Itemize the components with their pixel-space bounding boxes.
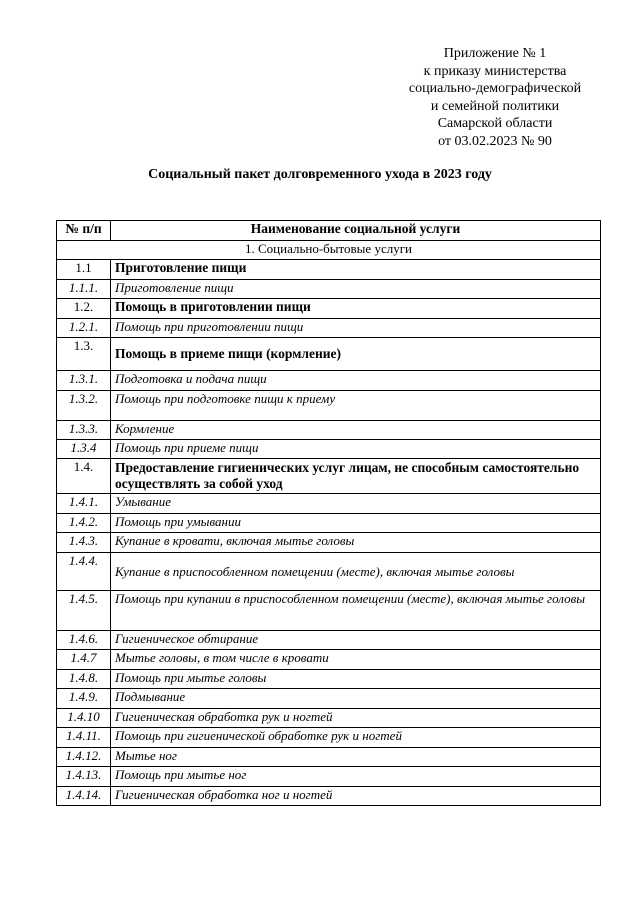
row-name: Помощь при мытье ног (111, 767, 601, 787)
section-row (57, 241, 601, 260)
row-name: Мытье ног (111, 748, 601, 767)
table-row (57, 459, 601, 494)
row-name: Гигиеническая обработка ног и ногтей (111, 787, 601, 806)
table-row (57, 391, 601, 421)
row-number: 1.4.3. (57, 533, 111, 553)
table-row (57, 748, 601, 767)
table-row (57, 689, 601, 709)
row-number: 1.4.6. (57, 631, 111, 650)
row-name: Подмывание (111, 689, 601, 709)
column-header-name: Наименование социальной услуги (111, 221, 601, 241)
table-row (57, 338, 601, 371)
row-number: 1.4.1. (57, 494, 111, 514)
row-name: Помощь при гигиенической обработке рук и ногтей (111, 728, 601, 748)
row-name: Приготовление пищи (111, 260, 601, 280)
table-row (57, 650, 601, 670)
row-name: Купание в кровати, включая мытье головы (111, 533, 601, 553)
table-row (57, 514, 601, 533)
table-row (57, 553, 601, 591)
appendix-line: социально-демографической (408, 81, 582, 96)
appendix-block (380, 45, 610, 150)
table-row (57, 260, 601, 280)
table-header-row (57, 221, 601, 241)
row-number: 1.4.4. (57, 553, 111, 591)
row-name: Помощь при купании в приспособленном помещении (месте), включая мытье головы (111, 591, 601, 631)
row-number: 1.3.3. (57, 421, 111, 440)
row-name: Гигиеническая обработка рук и ногтей (111, 709, 601, 728)
table-row (57, 440, 601, 459)
table-row (57, 709, 601, 728)
row-number: 1.4. (57, 459, 111, 494)
appendix-line: Приложение № 1 (443, 46, 547, 61)
column-header-number: № п/п (57, 221, 111, 241)
services-table (56, 220, 601, 806)
table-row (57, 494, 601, 514)
row-number: 1.4.5. (57, 591, 111, 631)
appendix-line: от 03.02.2023 № 90 (438, 133, 552, 149)
row-number: 1.4.13. (57, 767, 111, 787)
row-number: 1.2.1. (57, 319, 111, 338)
row-number: 1.1.1. (57, 280, 111, 299)
table-row (57, 533, 601, 553)
document-title: Социальный пакет долговременного ухода в 2023 году (148, 167, 492, 182)
section-title: 1. Социально-бытовые услуги (57, 241, 601, 260)
row-number: 1.4.8. (57, 670, 111, 689)
row-number: 1.4.2. (57, 514, 111, 533)
row-number: 1.4.11. (57, 728, 111, 748)
row-number: 1.4.10 (57, 709, 111, 728)
row-number: 1.4.14. (57, 787, 111, 806)
appendix-line: Самарской области (437, 116, 553, 131)
table-row (57, 319, 601, 338)
table-row (57, 371, 601, 391)
row-number: 1.4.12. (57, 748, 111, 767)
table-row (57, 591, 601, 631)
row-number: 1.3.1. (57, 371, 111, 391)
row-name: Кормление (111, 421, 601, 440)
row-number: 1.3.4 (57, 440, 111, 459)
row-name: Помощь в приготовлении пищи (111, 299, 601, 319)
table-row (57, 631, 601, 650)
table-row (57, 767, 601, 787)
table-row (57, 787, 601, 806)
row-name: Подготовка и подача пищи (111, 371, 601, 391)
row-number: 1.3.2. (57, 391, 111, 421)
table-row (57, 280, 601, 299)
row-name: Купание в приспособленном помещении (месте), включая мытье головы (111, 553, 601, 591)
table-row (57, 299, 601, 319)
row-name: Помощь при умывании (111, 514, 601, 533)
row-name: Помощь при подготовке пищи к приему (111, 391, 601, 421)
row-number: 1.4.9. (57, 689, 111, 709)
row-name: Приготовление пищи (111, 280, 601, 299)
row-number: 1.2. (57, 299, 111, 319)
row-name: Помощь в приеме пищи (кормление) (111, 338, 601, 371)
row-name: Помощь при мытье головы (111, 670, 601, 689)
row-name: Помощь при приеме пищи (111, 440, 601, 459)
row-number: 1.4.7 (57, 650, 111, 670)
table-row (57, 728, 601, 748)
row-number: 1.1 (57, 260, 111, 280)
appendix-line: к приказу министерства (423, 63, 567, 79)
row-name: Умывание (111, 494, 601, 514)
row-name: Гигиеническое обтирание (111, 631, 601, 650)
row-number: 1.3. (57, 338, 111, 371)
appendix-line: и семейной политики (430, 98, 560, 114)
row-name: Помощь при приготовлении пищи (111, 319, 601, 338)
row-name: Мытье головы, в том числе в кровати (111, 650, 601, 670)
table-row (57, 670, 601, 689)
row-name: Предоставление гигиенических услуг лицам, не способным самостоятельно осуществлять за собой уход (111, 459, 601, 494)
table-row (57, 421, 601, 440)
